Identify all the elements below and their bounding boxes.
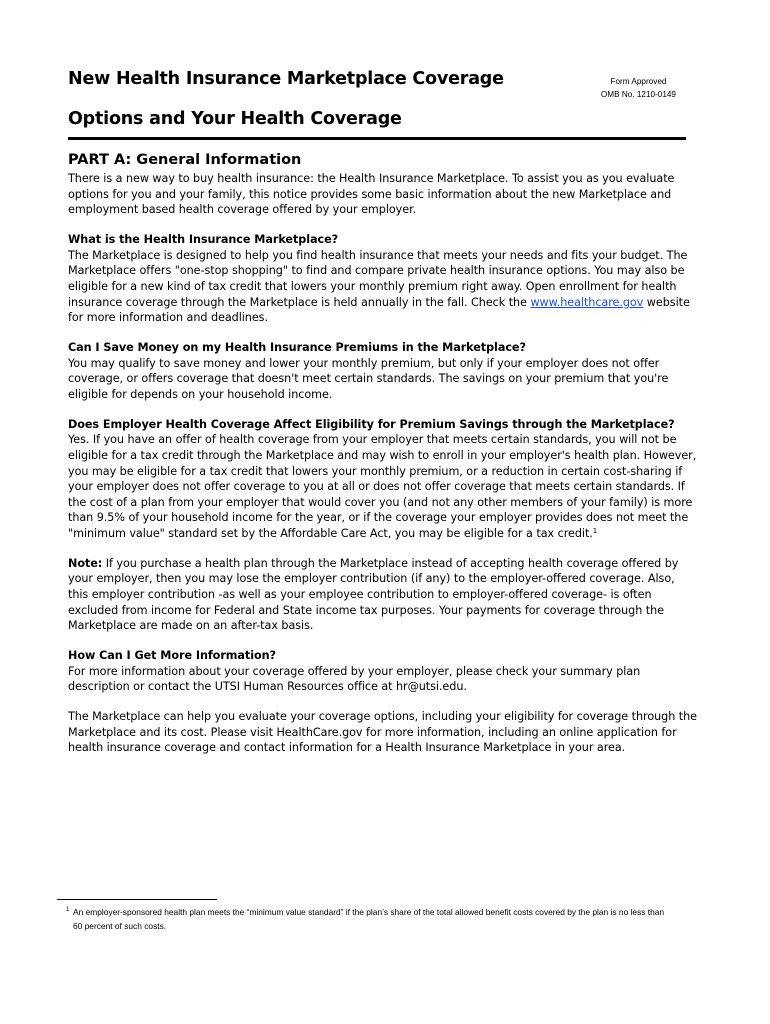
question-save-money: Can I Save Money on my Health Insurance Premiums in the Marketplace? bbox=[68, 340, 526, 354]
answer-eligibility bbox=[68, 432, 698, 542]
closing-paragraph: The Marketplace can help you evaluate your coverage options, including your eligibility for coverage through the Marketplace and its cost. Please visit HealthCare.gov for more information, including an online application for health insurance coverage and contact information for a Health Insurance Marketplace in your area. bbox=[68, 710, 697, 755]
note-text: If you purchase a health plan through the Marketplace instead of accepting health coverage offered by your employer, then you may lose the employer contribution (if any) to the employer-offered coverage. Also, this employer contribution -as well as your employee contribution to employer-offered coverage- is often excluded from income for Federal and State income tax purposes. Your payments for coverage through the Marketplace are made on an after-tax basis. bbox=[68, 556, 679, 633]
omb-number: OMB No. 1210-0149 bbox=[600, 90, 676, 99]
footnote-divider bbox=[57, 899, 217, 900]
answer-more-info: For more information about your coverage offered by your employer, please check your summary plan description or contact the UTSI Human Resources office at hr@utsi.edu. bbox=[68, 664, 641, 694]
footnote-ref: 1 bbox=[592, 527, 598, 536]
question-what-is-marketplace: What is the Health Insurance Marketplace? bbox=[68, 232, 339, 246]
answer-text-after-link: website for more information and deadlines. bbox=[68, 295, 690, 325]
document-body bbox=[68, 171, 698, 756]
eligibility-text: Yes. If you have an offer of health coverage from your employer that meets certain standards, you will not be eligible for a tax credit through the Marketplace and may wish to enroll in your employer's health plan. However, you may be eligible for a tax credit that lowers your monthly premium, or a reduction in certain cost-sharing if your employer does not offer coverage to you at all or does not offer coverage that meets certain standards. If the cost of a plan from your employer that would cover you (and not any other members of your family) is more than 9.5% of your household income for the year, or if the coverage your employer provides does not meet the "minimum value" standard set by the Affordable Care Act, you may be eligible for a tax credit. bbox=[68, 433, 697, 541]
note-paragraph bbox=[68, 556, 698, 634]
question-eligibility: Does Employer Health Coverage Affect Eligibility for Premium Savings through the Marketplace? bbox=[68, 417, 675, 431]
answer-text: The Marketplace is designed to help you find health insurance that meets your needs and fits your budget. The Marketplace offers "one-stop shopping" to find and compare private health insurance options. You may also be eligible for a new kind of tax credit that lowers your monthly premium right away. Open enrollment for health insurance coverage through the Marketplace is held annually in the fall. Check the bbox=[68, 248, 688, 309]
omb-approval-block bbox=[601, 75, 676, 101]
note-label: Note: bbox=[68, 556, 103, 570]
footnote bbox=[66, 905, 666, 933]
question-more-info: How Can I Get More Information? bbox=[68, 649, 276, 663]
document-title-line1: New Health Insurance Marketplace Coverage bbox=[68, 69, 504, 89]
document-title-line2: Options and Your Health Coverage bbox=[68, 109, 402, 129]
footnote-number: 1 bbox=[66, 907, 70, 913]
title-divider bbox=[68, 137, 686, 140]
answer-save-money: You may qualify to save money and lower your monthly premium, but only if your employer does not offer coverage, or offers coverage that doesn't meet certain standards. The savings on your premium that you're eligible for depends on your household income. bbox=[68, 356, 669, 401]
healthcare-gov-link[interactable]: www.healthcare.gov bbox=[530, 295, 644, 309]
intro-paragraph: There is a new way to buy health insurance: the Health Insurance Marketplace. To assist you as you evaluate options for you and your family, this notice provides some basic information about the new Marketplace and employment based health coverage offered by your employer. bbox=[68, 172, 675, 217]
part-a-heading: PART A: General Information bbox=[68, 152, 302, 168]
answer-what-is-marketplace bbox=[68, 248, 698, 326]
form-approved-label: Form Approved bbox=[610, 77, 667, 86]
footnote-text: An employer-sponsored health plan meets the “minimum value standard” if the plan’s share of the total allowed benefit costs covered by the plan is no less than 60 percent of such costs. bbox=[73, 907, 665, 931]
